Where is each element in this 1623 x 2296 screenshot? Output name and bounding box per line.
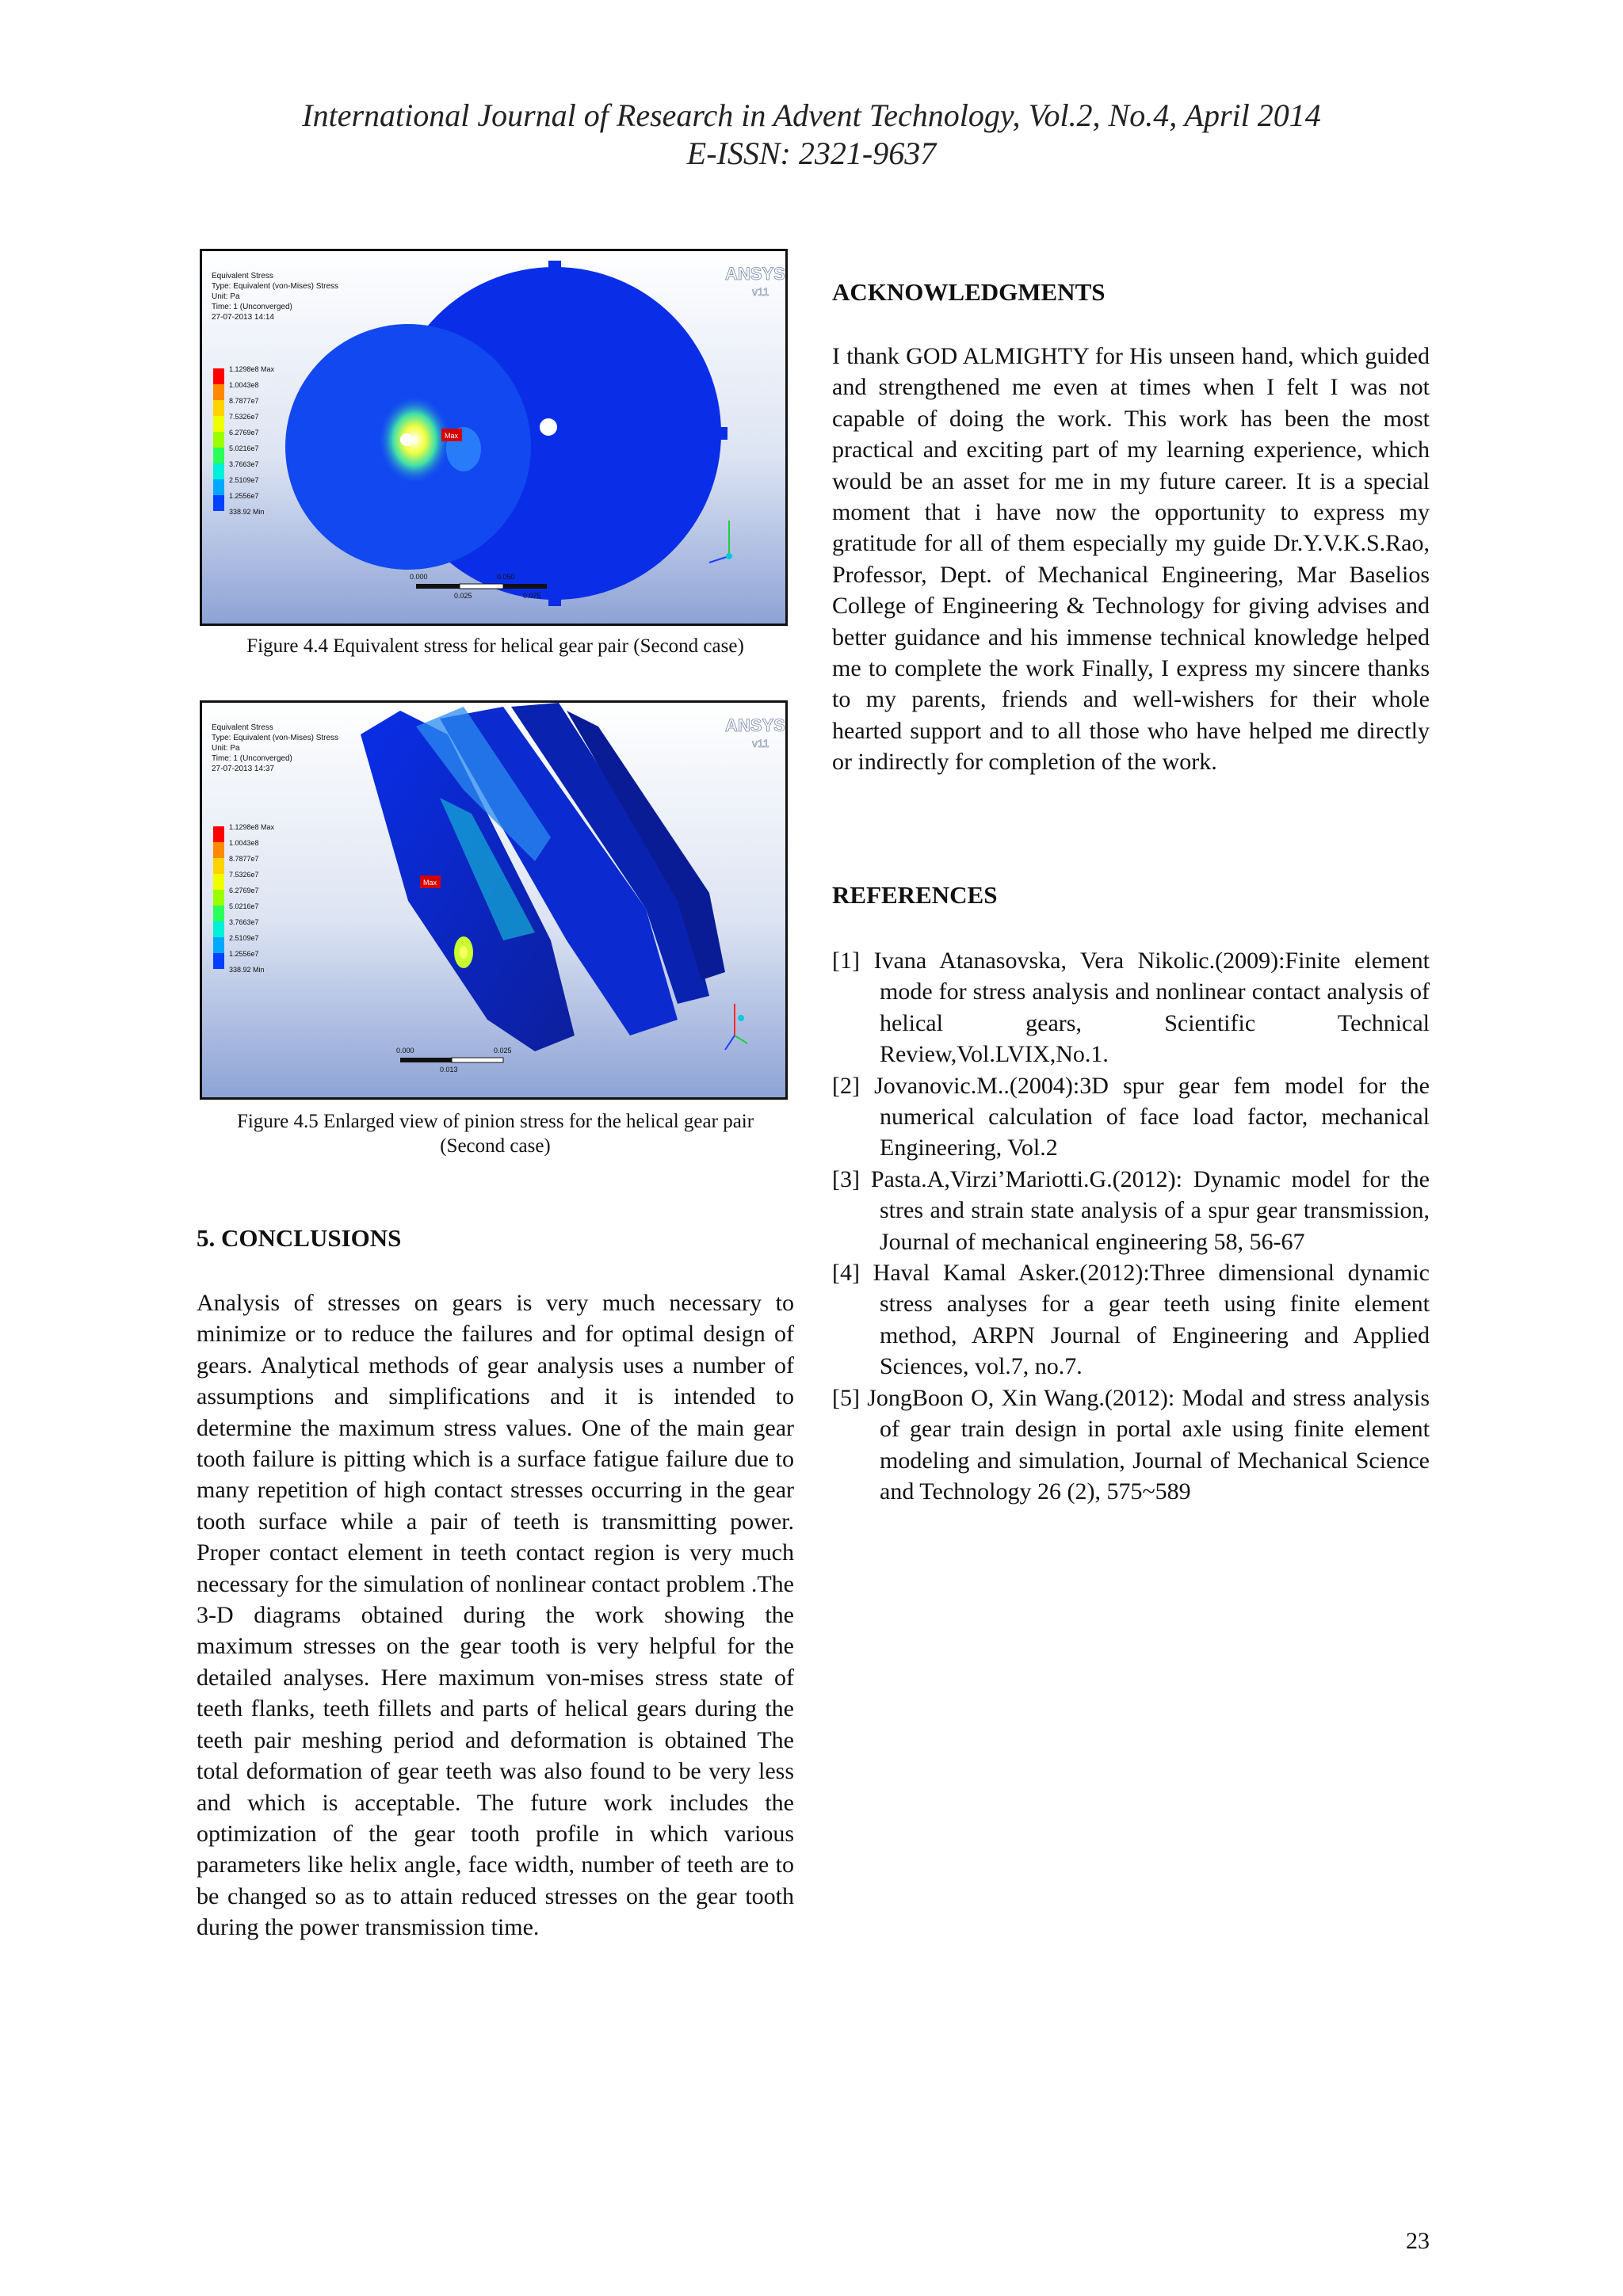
legend-date: 27-07-2013 14:14 [212, 313, 274, 322]
journal-issn: E-ISSN: 2321-9637 [686, 135, 937, 171]
legend-date: 27-07-2013 14:37 [212, 765, 274, 773]
acknowledgments-heading: ACKNOWLEDGMENTS [832, 278, 1106, 306]
legend-time: Time: 1 (Unconverged) [212, 303, 292, 311]
figure-4-5-caption-line1: Figure 4.5 Enlarged view of pinion stress for the helical gear pair [236, 1111, 754, 1132]
figure-4-4-caption: Figure 4.4 Equivalent stress for helical gear pair (Second case) [246, 635, 744, 657]
helical-pinion-teeth [361, 703, 725, 1051]
axis-triad-icon [725, 1004, 747, 1050]
conclusions-text: Analysis of stresses on gears is very much necessary to minimize or to reduce the failures and for optimal design of gears. Analytical methods of gear analysis uses a number of assumptions and simplifications and it is intended to determine the maximum stress values. One of the main gear tooth failure is pitting which is a surface fatigue failure due to many repetition of high contact stresses occurring in the gear tooth surface while a pair of teeth is transmitting power. Proper contact element in teeth contact region is very much necessary for the simulation of nonlinear contact problem .The 3-D diagrams obtained during the work showing the maximum stresses on the gear tooth is very helpful for the detailed analyses. Here maximum von-mises stress state of teeth flanks, teeth fillets and parts of helical gears during the teeth pair meshing period and deformation is obtained The total deformation of gear teeth was also found to be very less and which is acceptable. The future work includes the optimization of the gear tooth profile in which various parameters like helix angle, face width, number of teeth are to be changed so as to attain reduced stresses on the gear tooth during the power transmission time. [197, 1290, 794, 1941]
legend-unit: Unit: Pa [212, 744, 240, 753]
ansys-logo: ANSYS [725, 715, 785, 735]
legend-value-1: 1.0043e8 [229, 381, 259, 389]
legend-type: Type: Equivalent (von-Mises) Stress [212, 734, 339, 742]
reference-item: [2] Jovanovic.M..(2004):3D spur gear fem model for the numerical calculation of face load factor, mechanical Engineering, Vol.2 [832, 1072, 1430, 1161]
legend-value-5: 5.0216e7 [229, 902, 259, 910]
max-marker-label: Max [445, 432, 459, 440]
legend-value-9: 338.92 Min [229, 508, 265, 516]
legend-value-8: 1.2556e7 [229, 492, 259, 500]
scale-label-0: 0.000 [396, 1047, 414, 1055]
acknowledgments-body [832, 341, 1430, 778]
acknowledgments-section [832, 277, 1430, 307]
legend-value-0: 1.1298e8 Max [229, 365, 275, 373]
figure-4-5-caption [197, 1109, 794, 1158]
color-legend [213, 826, 224, 969]
scale-label-2: 0.025 [494, 1047, 512, 1055]
legend-value-1: 1.0043e8 [229, 839, 259, 847]
acknowledgments-text: I thank GOD ALMIGHTY for His unseen hand, which guided and strengthened me even at times when I felt I was not capable of doing the work. This work has been the most practical and exciting part of my learning experience, which would be an asset for me in my future career. It is a special moment that i have now the opportunity to express my gratitude for all of them especially my guide Dr.Y.V.K.S.Rao, Professor, Dept. of Mechanical Engineering, Mar Baselios College of Engineering & Technology for giving advises and better guidance and his immense technical knowledge helped me to complete the work Finally, I express my sincere thanks to my parents, friends and well-wishers for their whole hearted support and to all those who have helped me directly or indirectly for completion of the work. [832, 343, 1430, 776]
figure-4-5-image [200, 700, 788, 1100]
reference-item: [3] Pasta.A,Virzi’Mariotti.G.(2012): Dynamic model for the stres and strain state analysis of a spur gear transmission, Journal of mechanical engineering 58, 56-67 [832, 1165, 1430, 1255]
references-heading: REFERENCES [832, 881, 998, 909]
conclusions-section [197, 1222, 794, 1253]
scale-label-3: 0.075 [523, 592, 541, 600]
page-number: 23 [1406, 2228, 1430, 2254]
journal-title: International Journal of Research in Advent Technology, Vol.2, No.4, April 2014 [302, 97, 1321, 133]
legend-value-4: 6.2769e7 [229, 887, 259, 894]
journal-header [0, 97, 1623, 173]
legend-value-0: 1.1298e8 Max [229, 823, 275, 831]
legend-time: Time: 1 (Unconverged) [212, 754, 292, 763]
legend-value-4: 6.2769e7 [229, 429, 259, 437]
legend-value-2: 8.7877e7 [229, 397, 259, 405]
legend-title: Equivalent Stress [212, 723, 273, 732]
conclusions-body [197, 1287, 794, 1943]
legend-value-3: 7.5326e7 [229, 413, 259, 421]
legend-unit: Unit: Pa [212, 292, 240, 301]
pinion-gear [285, 324, 531, 570]
reference-item: [1] Ivana Atanasovska, Vera Nikolic.(2009):Finite element mode for stress analysis and nonlinear contact analysis of helical gears, Scientific Technical Review,Vol.LVIX,No.1. [832, 948, 1430, 1068]
references-section [832, 879, 1430, 910]
scale-label-2: 0.050 [497, 573, 515, 581]
scale-label-1: 0.013 [440, 1066, 458, 1074]
legend-value-7: 2.5109e7 [229, 476, 259, 484]
legend-value-7: 2.5109e7 [229, 934, 259, 942]
legend-value-8: 1.2556e7 [229, 950, 259, 958]
legend-title: Equivalent Stress [212, 272, 273, 280]
pinion-stress-plot [202, 703, 785, 1097]
legend-value-2: 8.7877e7 [229, 855, 259, 863]
legend-type: Type: Equivalent (von-Mises) Stress [212, 282, 339, 291]
scale-label-0: 0.000 [410, 573, 428, 581]
scale-bar [396, 1047, 512, 1074]
legend-value-6: 3.7663e7 [229, 460, 259, 468]
reference-item: [5] JongBoon O, Xin Wang.(2012): Modal and stress analysis of gear train design in portal axle using finite element modeling and simulation, Journal of Mechanical Science and Technology 26 (2), 575~589 [832, 1384, 1430, 1505]
legend-value-3: 7.5326e7 [229, 871, 259, 879]
axis-triad-icon [709, 521, 732, 563]
reference-item: [4] Haval Kamal Asker.(2012):Three dimensional dynamic stress analyses for a gear teeth using finite element method, ARPN Journal of Engineering and Applied Sciences, vol.7, no.7. [832, 1260, 1430, 1380]
ansys-version: v11 [752, 285, 769, 298]
legend-value-5: 5.0216e7 [229, 444, 259, 452]
ansys-version: v11 [752, 737, 769, 749]
color-legend [213, 368, 224, 511]
scale-label-1: 0.025 [454, 592, 472, 600]
legend-value-6: 3.7663e7 [229, 918, 259, 926]
max-marker-label: Max [423, 879, 437, 887]
figure-4-4-image [200, 249, 788, 626]
legend-value-9: 338.92 Min [229, 966, 265, 974]
gear-pair-stress-plot [202, 251, 785, 624]
figure-4-5-caption-line2: (Second case) [440, 1135, 551, 1157]
ansys-logo: ANSYS [725, 264, 785, 284]
references-list [832, 945, 1430, 1507]
conclusions-heading: 5. CONCLUSIONS [197, 1224, 402, 1252]
